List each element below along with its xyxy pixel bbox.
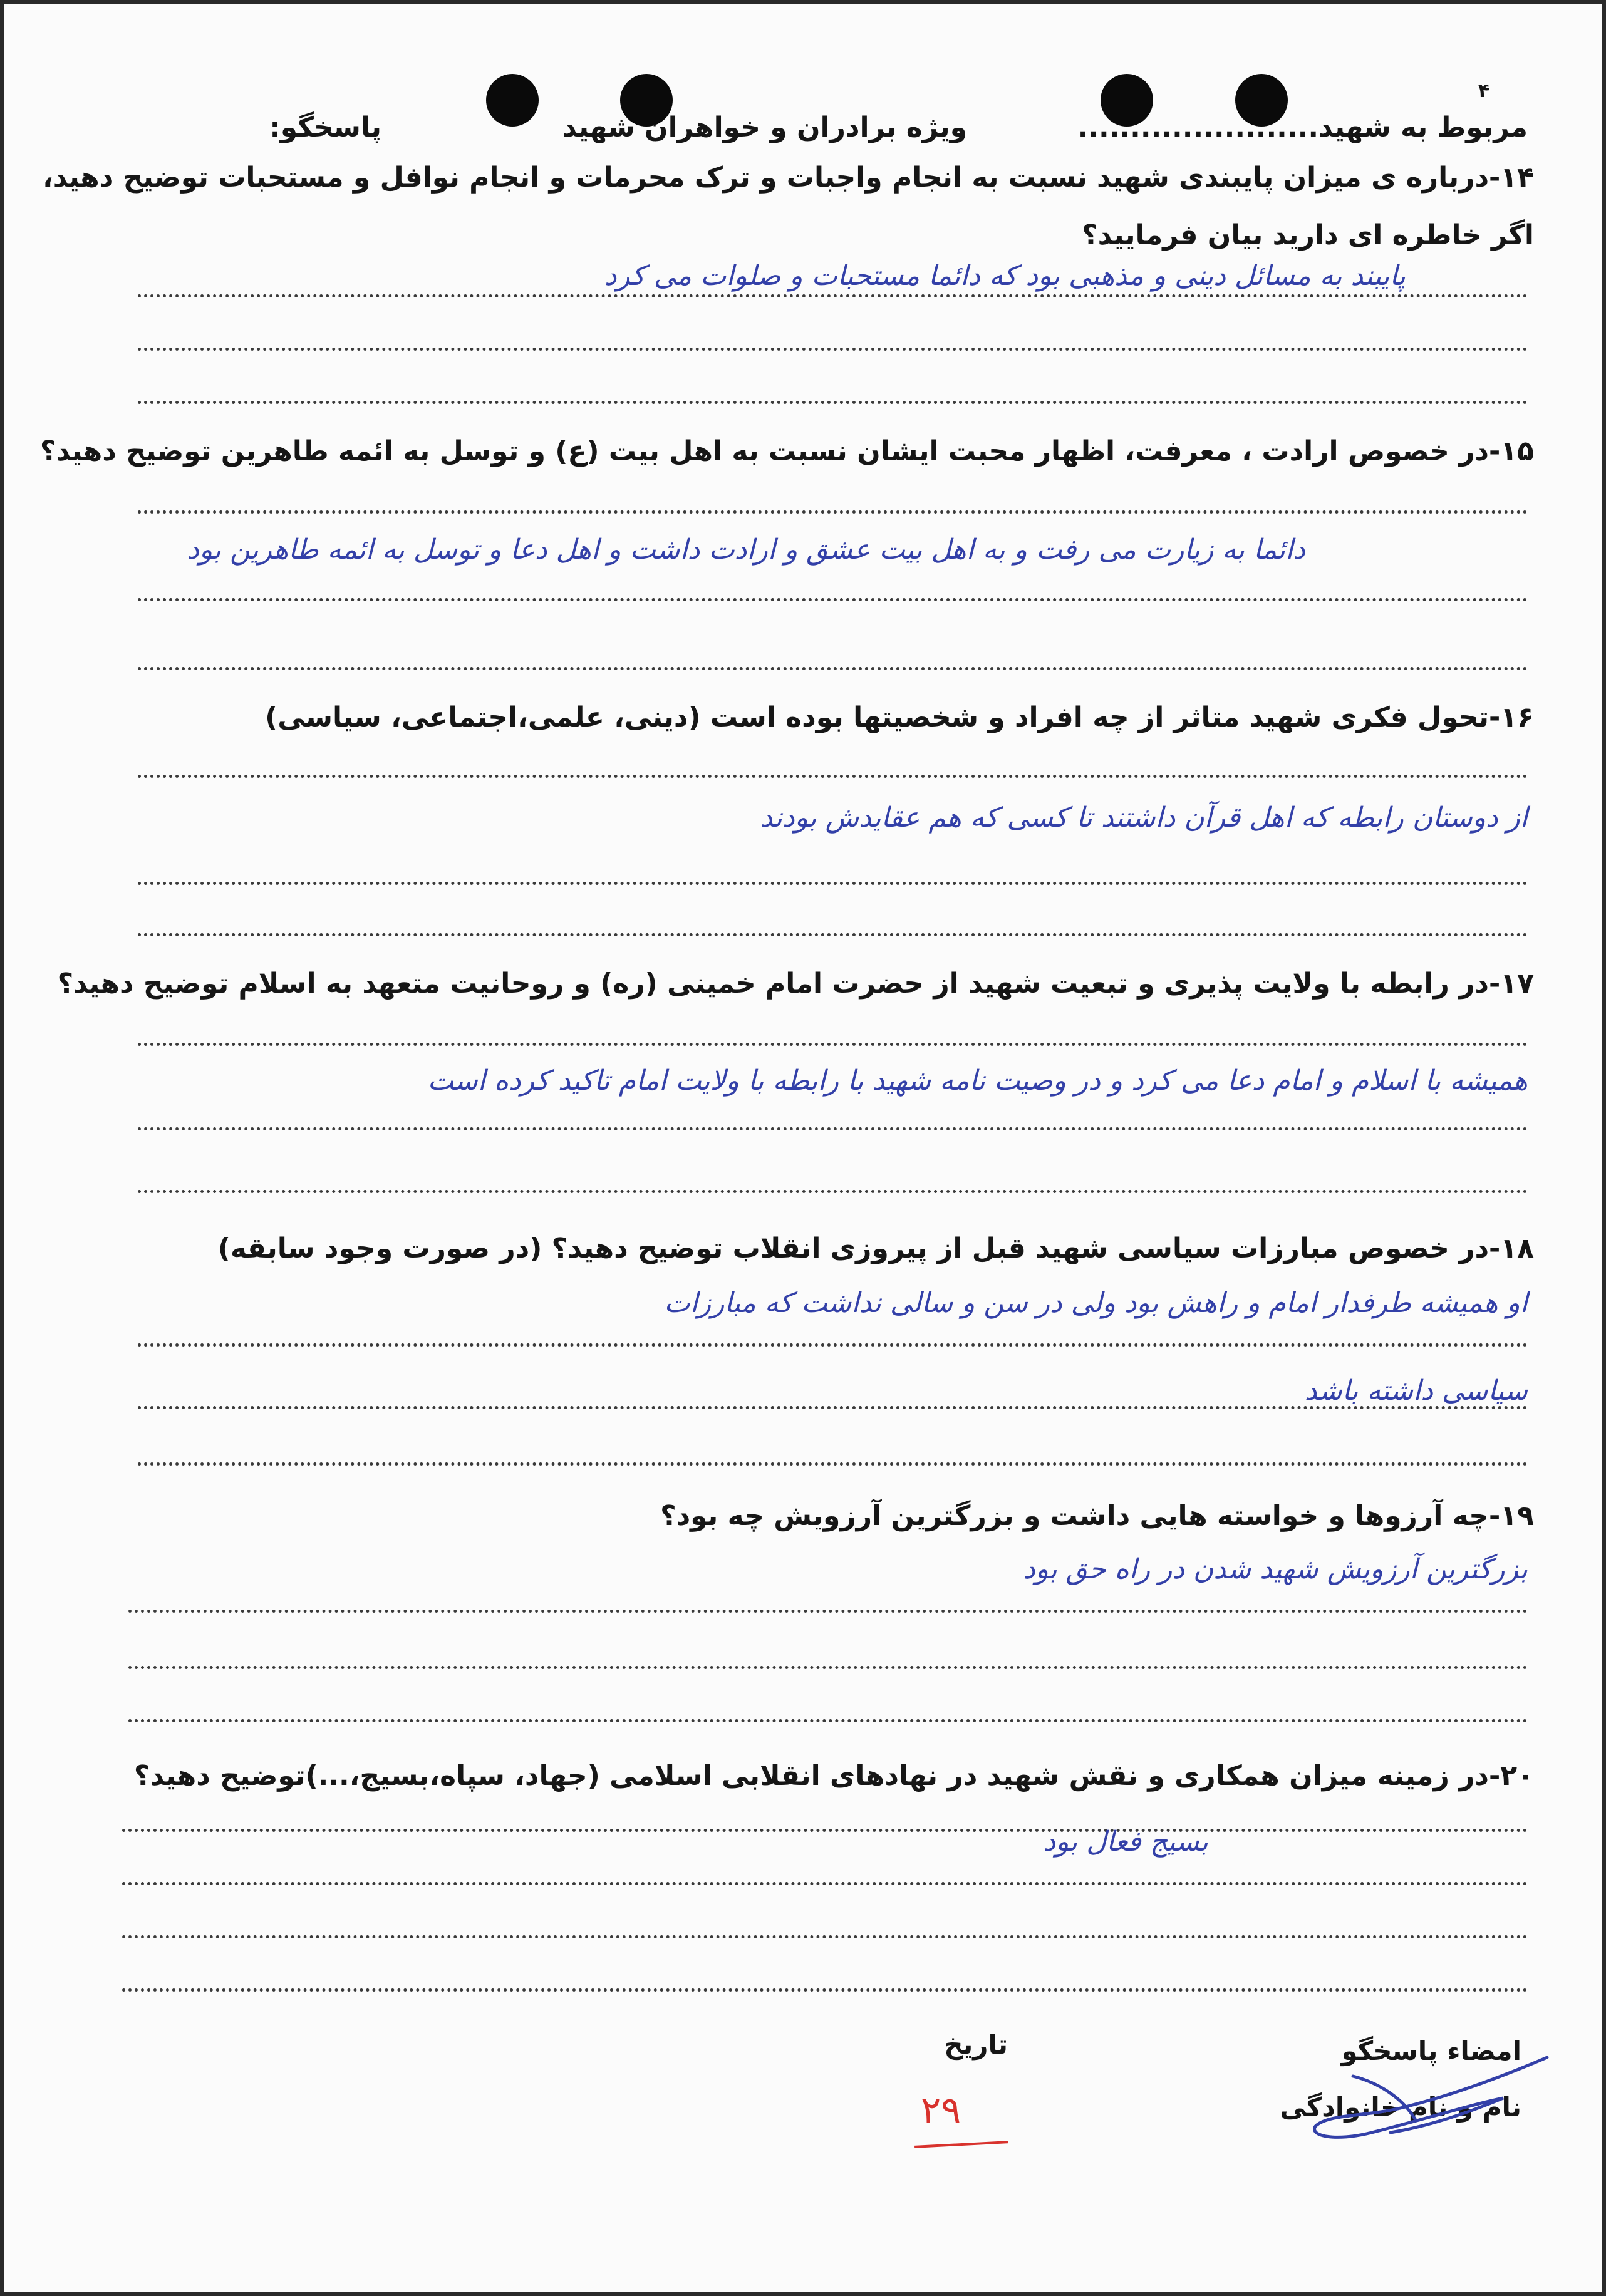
answer-line [138, 667, 1528, 670]
answer-line [122, 1988, 1528, 1992]
answer-line [138, 1462, 1528, 1466]
question-15: ۱۵-در خصوص ارادت ، معرفت، اظهار محبت ایشان نسبت به اهل بیت (ع) و توسل به ائمه طاهرین توضیح دهید؟ [39, 435, 1534, 467]
header-related-to: مربوط به شهید....................... [1077, 111, 1528, 143]
answer-line [122, 1935, 1528, 1938]
answer-17: همیشه با اسلام و امام دعا می کرد و در وصیت نامه شهید با رابطه با ولایت امام تاکید کرده است [427, 1065, 1528, 1097]
question-19: ۱۹-چه آرزوها و خواسته هایی داشت و بزرگترین آرزویش چه بود؟ [660, 1500, 1534, 1532]
date-label: تاریخ [944, 2029, 1008, 2060]
answer-line [138, 1406, 1528, 1409]
answer-line [138, 933, 1528, 936]
answer-line [138, 775, 1528, 778]
answer-line [138, 510, 1528, 514]
question-16: ۱۶-تحول فکری شهید متاثر از چه افراد و شخصیتها بوده است (دینی، علمی،اجتماعی، سیاسی) [265, 701, 1534, 733]
respondent-signature [1278, 2039, 1566, 2151]
answer-line [138, 401, 1528, 404]
answer-14: پایبند به مسائل دینی و مذهبی بود که دائما مستحبات و صلوات می کرد [604, 260, 1406, 292]
question-14-line-2: اگر خاطره ای دارید بیان فرمایید؟ [1082, 219, 1534, 251]
answer-line [128, 1719, 1528, 1722]
answer-18-line-2: سیاسی داشته باشد [1304, 1375, 1528, 1407]
question-20: ۲۰-در زمینه میزان همکاری و نقش شهید در نهادهای انقلابی اسلامی (جهاد، سپاه،بسیج،...)توضیح دهید؟ [133, 1760, 1534, 1792]
answer-line [128, 1610, 1528, 1613]
signature-label: امضاء پاسخگو [1341, 2035, 1521, 2066]
date-value: ۲۹ [921, 2089, 961, 2133]
answer-line [138, 882, 1528, 885]
question-17: ۱۷-در رابطه با ولایت پذیری و تبعیت شهید از حضرت امام خمینی (ره) و روحانیت متعهد به اسلام توضیح دهید؟ [57, 968, 1534, 1000]
answer-line [138, 1127, 1528, 1130]
answer-line [138, 294, 1528, 297]
answer-20: بسیج فعال بود [1043, 1826, 1208, 1858]
question-14-line-1: ۱۴-درباره ی میزان پایبندی شهید نسبت به انجام واجبات و ترک محرمات و انجام نوافل و مستحبات توضیح دهید، [43, 162, 1534, 194]
answer-line [128, 1666, 1528, 1669]
answer-line [138, 1190, 1528, 1193]
answer-line [122, 1882, 1528, 1885]
punch-hole [486, 74, 539, 127]
name-label: نام و نام خانوادگی [1280, 2092, 1521, 2123]
answer-line [138, 348, 1528, 351]
answer-line [138, 1043, 1528, 1046]
question-18: ۱۸-در خصوص مبارزات سیاسی شهید قبل از پیروزی انقلاب توضیح دهید؟ (در صورت وجود سابقه) [217, 1233, 1534, 1264]
answer-line [122, 1829, 1528, 1832]
page-number: ۴ [1478, 80, 1490, 102]
answer-line [138, 1343, 1528, 1347]
header-special-for: ویژه برادران و خواهران شهید [562, 111, 967, 143]
answer-19: بزرگترین آرزویش شهید شدن در راه حق بود [1023, 1553, 1528, 1585]
header-respondent: پاسخگو: [269, 111, 381, 143]
answer-16: از دوستان رابطه که اهل قرآن داشتند تا کسی که هم عقایدش بودند [760, 802, 1528, 834]
answer-15: دائما به زیارت می رفت و به اهل بیت عشق و ارادت داشت و اهل دعا و توسل به ائمه طاهرین بود [187, 534, 1305, 566]
answer-line [138, 598, 1528, 601]
answer-18-line-1: او همیشه طرفدار امام و راهش بود ولی در سن و سالی نداشت که مبارزات [664, 1287, 1528, 1319]
